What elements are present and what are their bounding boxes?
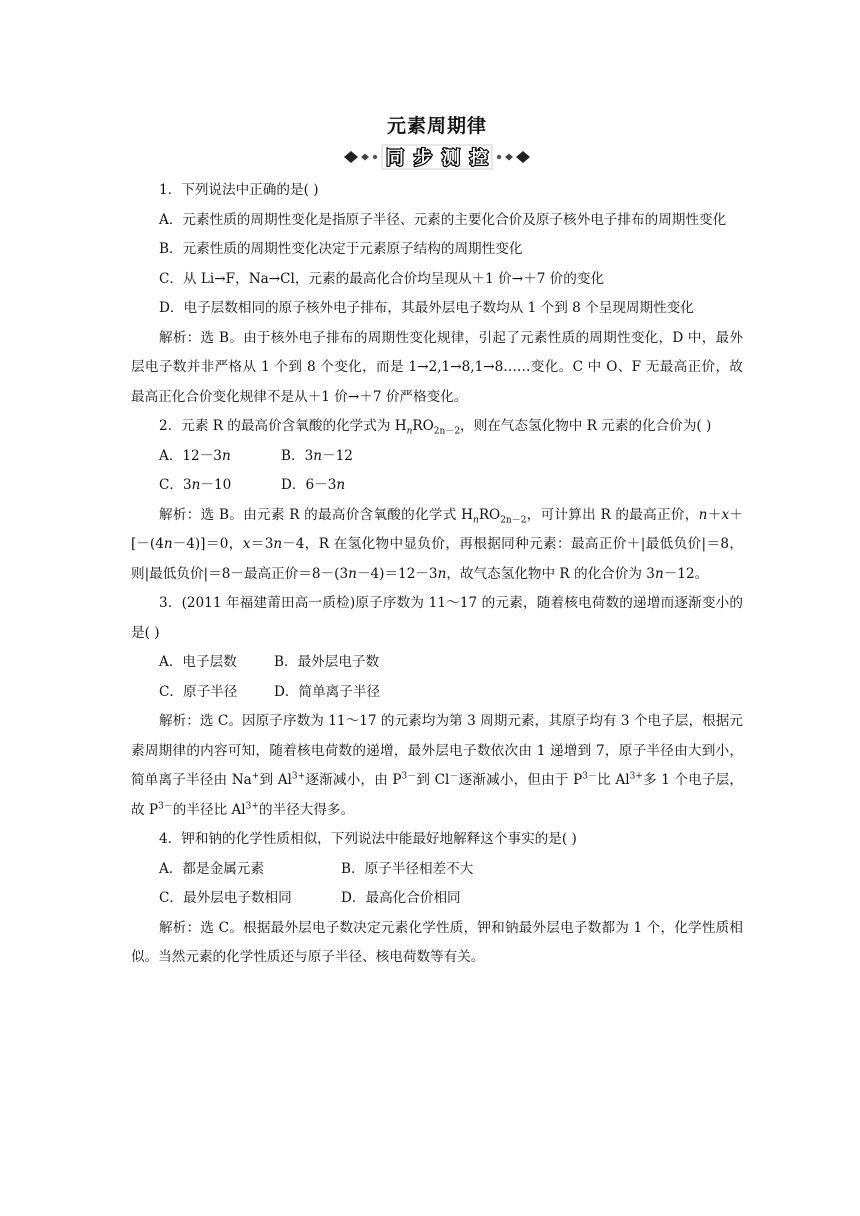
q2-option-d-text: D．6－3	[281, 477, 337, 493]
q2-analysis-text: －4)]＝0，	[172, 536, 243, 552]
q2-option-c-text: C．3	[159, 477, 192, 493]
variable-n: n	[336, 477, 346, 493]
variable-n: n	[654, 565, 664, 582]
q2-analysis-text: ，故气态氢化物中 R 的化合价为 3	[446, 565, 655, 582]
q2-stem-text: ，则在气态氢化物中 R 元素的化合价为( )	[460, 418, 712, 434]
q2-options-row-2	[131, 471, 743, 501]
q2-option-b	[281, 442, 353, 472]
q4-stem: 4．钾和钠的化学性质相似，下列说法中能最好地解释这个事实的是( )	[159, 831, 577, 847]
q2-analysis: 解析：选 B。由元素 R 的最高价含氧酸的化学式 $H_nRO_{2n-2}$，可计算出 R 的最高正价，n＋x＋[－(4n－4)]＝0，x＝3n－4，R 在氢化物中显负价，再根据同种元素：最高正价＋|最低负价|＝8，则|最低负价|＝8－最高正价＝8－(3n－4)＝12－3n，故气态氢化物中 R 的化合价为 3n－12。	[131, 506, 744, 582]
q2-stem	[131, 412, 743, 442]
variable-n: n	[698, 506, 708, 523]
q4-analysis: 解析：选 C。根据最外层电子数决定元素化学性质，钾和钠最外层电子数都为 1 个，化学性质相似。当然元素的化学性质还与原子半径、核电荷数等有关。	[131, 919, 743, 965]
ion-charge: 3+	[245, 800, 259, 811]
q3-options-row-2	[131, 678, 743, 708]
q1-stem: 1．下列说法中正确的是( )	[159, 182, 319, 198]
q2-formula-subscript: n	[473, 515, 479, 526]
diamond-ornament-icon	[344, 151, 358, 163]
document-page	[131, 112, 743, 973]
variable-n: n	[348, 565, 357, 582]
q3-option-a: A．电子层数	[159, 654, 237, 670]
banner-char: 同	[386, 148, 404, 169]
ion-charge: 3－	[401, 771, 417, 782]
q2-options-row-1	[131, 442, 743, 472]
q1-option-a: A．元素性质的周期性变化是指原子半径、元素的主要化合价及原子核外电子排布的周期性变化	[159, 211, 727, 228]
q2-option-d	[281, 471, 345, 501]
q1-option-b: B．元素性质的周期性变化决定于元素原子结构的周期性变化	[159, 241, 523, 257]
q2-analysis-text: ，可计算出 R 的最高正价，	[526, 506, 699, 523]
diamond-ornament-icon	[505, 154, 513, 161]
q3-analysis-text: 的半径比 Al	[172, 801, 246, 818]
q2-formula-subscript: n	[406, 426, 413, 437]
q2-analysis-text: －4，R 在氢化物中显负价，再根据同种元素：最高正价＋|最低负价|＝8，则|最低负价|＝8－最高正价＝8－(3	[131, 536, 744, 582]
q2-analysis-text: ＝3	[250, 536, 274, 552]
q2-formula-ro: RO	[412, 418, 434, 434]
ion-charge: －	[449, 771, 459, 782]
variable-n: n	[191, 477, 201, 493]
variable-n: n	[273, 536, 283, 552]
variable-n: n	[437, 565, 447, 582]
q3-option-d: D．简单离子半径	[274, 683, 381, 700]
diamond-ornament-icon	[361, 154, 369, 161]
q2-formula-ro: RO	[478, 506, 501, 523]
banner-char: 测	[442, 148, 460, 169]
q3-analysis-text: 逐渐减小，由 P	[305, 772, 402, 788]
q2-formula-subscript: 2n－2	[500, 515, 527, 526]
variable-x: x	[242, 536, 251, 552]
diamond-ornament-icon	[516, 151, 530, 163]
banner-char: 步	[414, 148, 432, 169]
q4-option-b: B．原子半径相差不大	[341, 860, 474, 877]
q3-analysis-text: 到 Al	[259, 772, 292, 788]
q2-option-a	[159, 442, 281, 472]
q2-formula-subscript: 2n－2	[433, 426, 461, 437]
page-title: 元素周期律	[386, 115, 487, 137]
q4-option-a: A．都是金属元素	[159, 860, 264, 877]
q4-options-row-2	[131, 884, 743, 914]
q2-option-a-text: A．12－3	[159, 447, 222, 464]
banner-char: 控	[470, 148, 488, 169]
q4-options-row-1	[131, 855, 743, 885]
q2-option-b-text: B．3	[281, 447, 314, 464]
section-banner	[131, 142, 743, 172]
q2-option-c-text: －10	[200, 477, 232, 493]
q3-analysis-text: 到 Cl	[416, 772, 450, 788]
q2-option-c	[159, 471, 281, 501]
variable-x: x	[721, 506, 730, 523]
q1-option-d: D．电子层数相同的原子核外电子排布，其最外层电子数均从 1 个到 8 个呈现周期性变化	[159, 300, 694, 316]
q3-analysis-text: 的半径大得多。	[258, 801, 355, 818]
q4-option-d: D．最高化合价相同	[341, 890, 461, 906]
variable-n: n	[313, 447, 322, 464]
q3-option-c: C．原子半径	[159, 683, 238, 700]
q2-stem-text: 2．元素 R 的最高价含氧酸的化学式为 H	[159, 418, 407, 434]
ion-charge: 3+	[629, 771, 643, 782]
q3-analysis-text: 逐渐减小，但由于 P	[458, 772, 583, 788]
q2-analysis-text: ＋[－(4	[131, 506, 743, 552]
variable-n: n	[163, 536, 173, 552]
banner-graphic	[342, 144, 532, 170]
q2-analysis-text: －4)＝12－3	[356, 565, 438, 582]
ion-charge: 3－	[582, 771, 597, 782]
dot-ornament-icon	[497, 155, 501, 159]
ion-charge: 3+	[291, 771, 306, 782]
q1-analysis: 解析：选 B。由于核外电子排布的周期性变化规律，引起了元素性质的周期性变化，D 中，最外层电子数并非严格从 1 个到 8 个变化，而是 1→2,1→8,1→8……变化。C 中 O、F 无最高正价，故最高正化合价变化规律不是从＋1 价→＋7 价严格变化。	[131, 329, 743, 405]
variable-n: n	[221, 447, 231, 464]
q2-option-b-text: －12	[322, 447, 353, 464]
q1-option-c: C．从 Li→F，Na→Cl，元素的最高化合价均呈现从＋1 价→＋7 价的变化	[159, 270, 605, 287]
q3-stem: 3．(2011 年福建莆田高一质检)原子序数为 11～17 的元素，随着核电荷数的递增而逐渐变小的是( )	[131, 595, 743, 641]
q3-option-b: B．最外层电子数	[274, 654, 380, 670]
q3-analysis	[131, 707, 743, 825]
q4-option-c: C．最外层电子数相同	[159, 890, 292, 906]
q2-analysis-text: 解析：选 B。由元素 R 的最高价含氧酸的化学式 H	[159, 506, 474, 523]
q3-analysis-text: 解析：选 C。因原子序数为 11～17 的元素均为第 3 周期元素，其原子均有 3 个电子层，根据元素周期律的内容可知，随着核电荷数的递增，最外层电子数依次由 1 递增到 7，原子半径由大到小，简单离子半径由 Na	[131, 713, 743, 788]
q3-analysis-text: 多 1 个电子层，故 P	[131, 772, 744, 818]
dot-ornament-icon	[373, 155, 377, 159]
q2-analysis-text: －12。	[663, 565, 709, 582]
ion-charge: 3－	[158, 800, 173, 811]
ion-charge: +	[251, 771, 260, 782]
q3-options-row-1	[131, 648, 743, 678]
q3-analysis-text: 比 Al	[597, 772, 630, 788]
